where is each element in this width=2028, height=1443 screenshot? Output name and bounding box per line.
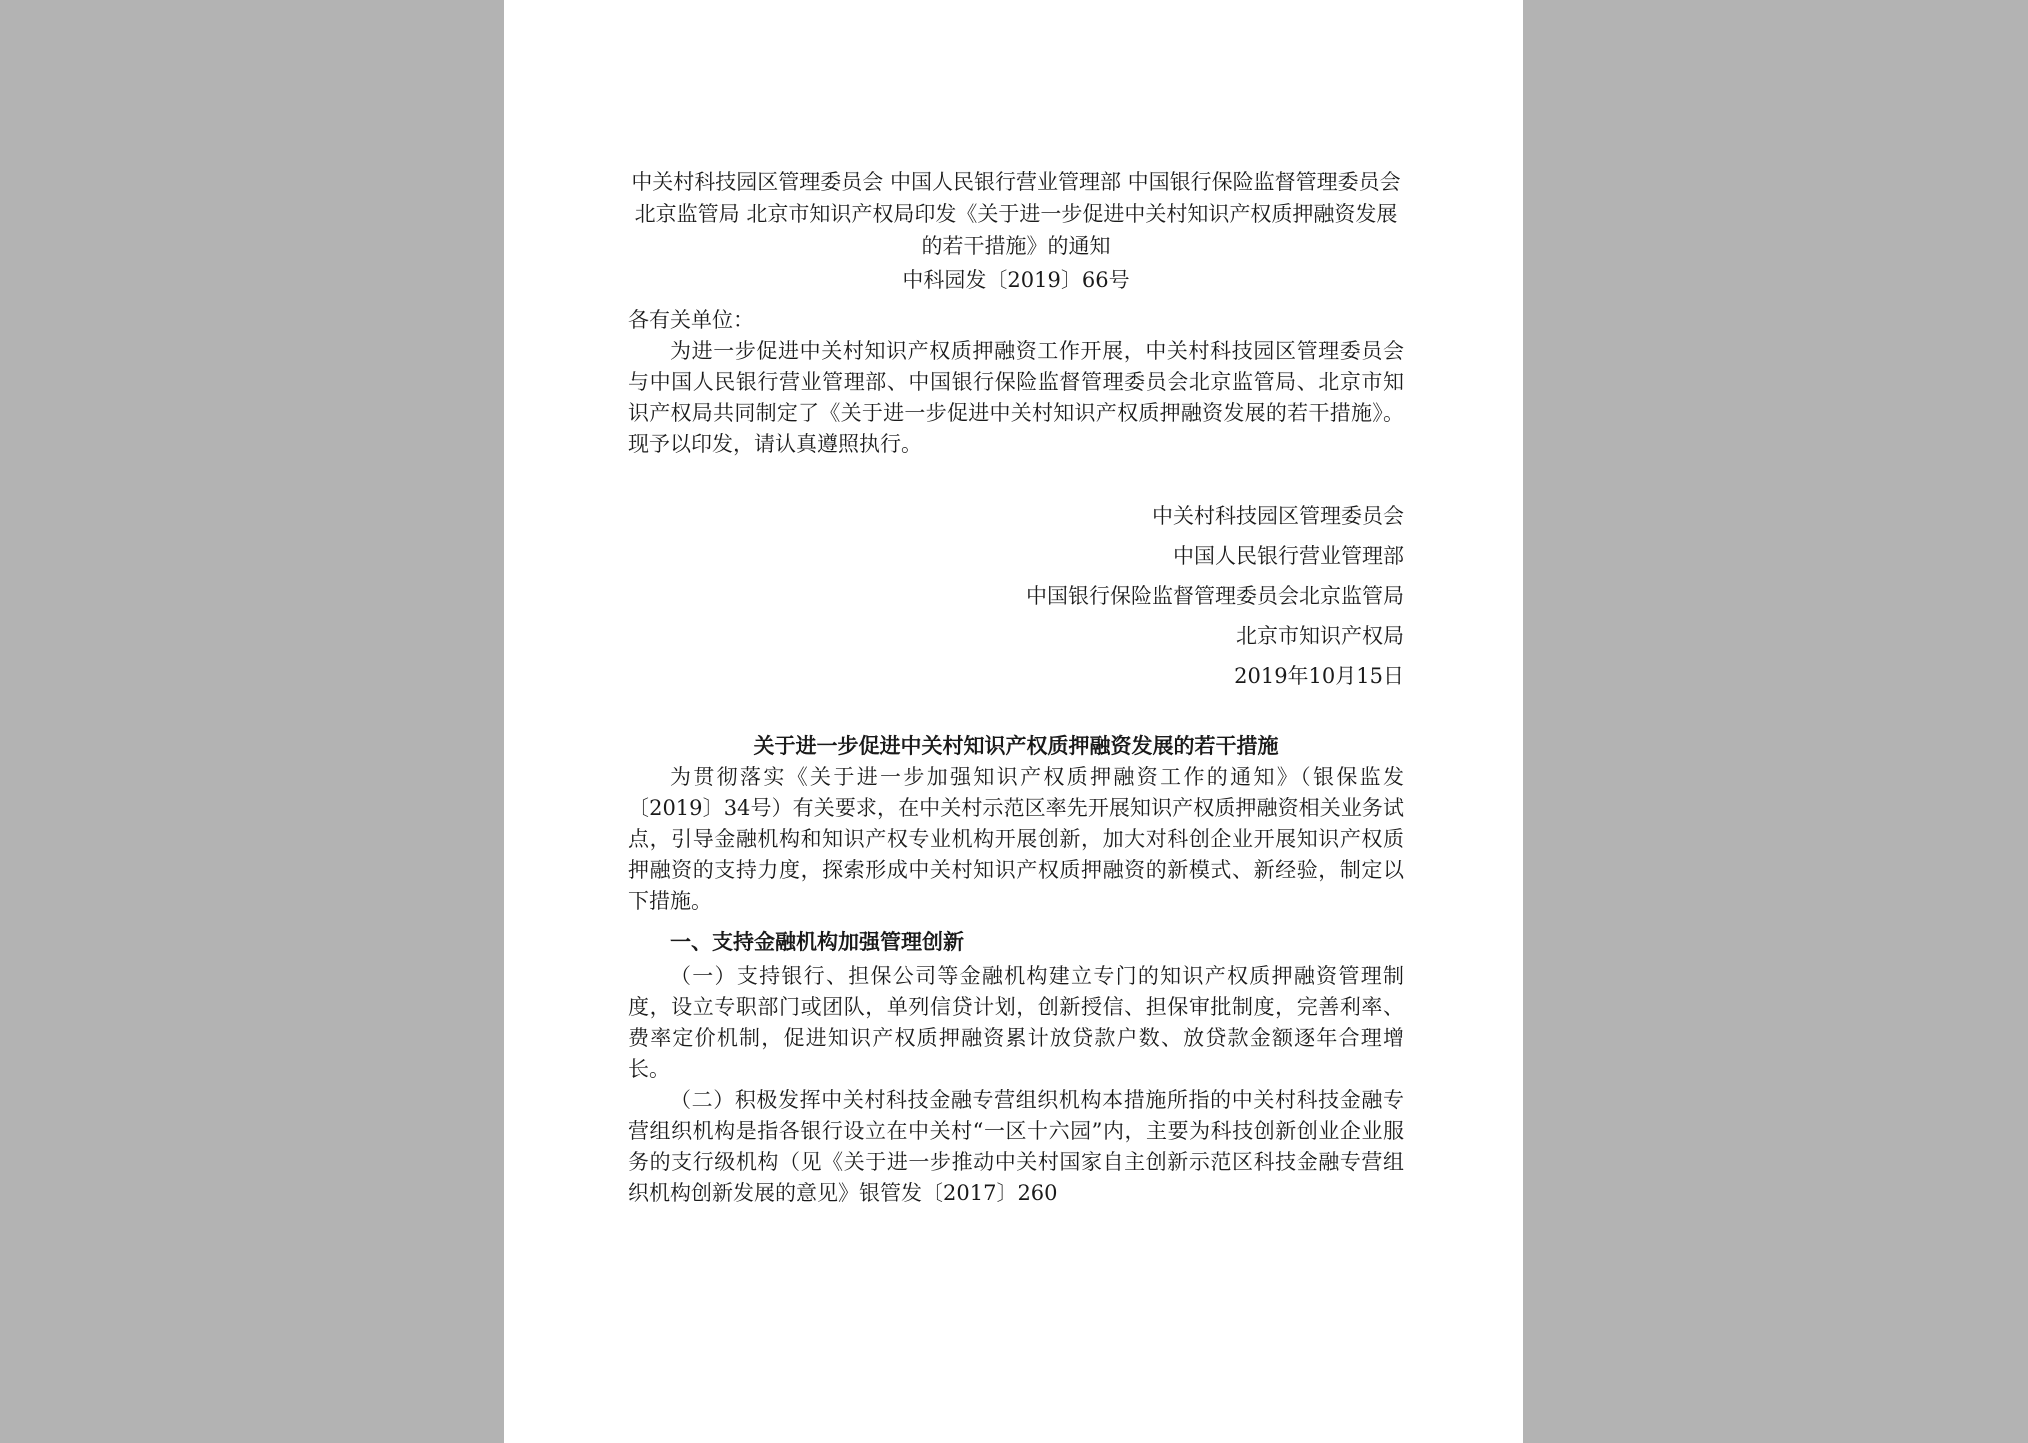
- signature-date: 2019年10月15日: [1234, 664, 1404, 688]
- measures-intro-paragraph: 为贯彻落实《关于进一步加强知识产权质押融资工作的通知》（银保监发〔2019〕34号）有关要求，在中关村示范区率先开展知识产权质押融资相关业务试点，引导金融机构和知识产权专业机构开展创新，加大对科创企业开展知识产权质押融资的支持力度，探索形成中关村知识产权质押融资的新模式、新经验，制定以下措施。: [628, 765, 1404, 913]
- salutation: 各有关单位：: [628, 308, 754, 332]
- signature-block: [628, 496, 1404, 696]
- document-number: 中科园发〔2019〕66号: [902, 268, 1130, 292]
- signatory-pboc-office: 中国人民银行营业管理部: [1173, 544, 1404, 568]
- signatory-cbirc-beijing: 中国银行保险监督管理委员会北京监管局: [1026, 584, 1404, 608]
- measure-item-2: （二）积极发挥中关村科技金融专营组织机构本措施所指的中关村科技金融专营组织机构是指各银行设立在中关村“一区十六园”内，主要为科技创新创业企业服务的支行级机构（见《关于进一步推动中关村国家自主创新示范区科技金融专营组织机构创新发展的意见》银管发〔2017〕260: [628, 1088, 1404, 1205]
- measures-title: 关于进一步促进中关村知识产权质押融资发展的若干措施: [753, 733, 1279, 758]
- notice-title: 中关村科技园区管理委员会 中国人民银行营业管理部 中国银行保险监督管理委员会北京监管局 北京市知识产权局印发《关于进一步促进中关村知识产权质押融资发展的若干措施》的通知: [631, 170, 1401, 258]
- section-heading: 一、支持金融机构加强管理创新: [670, 929, 964, 954]
- page-content: [628, 166, 1404, 1209]
- signatory-ip-office: 北京市知识产权局: [1236, 624, 1404, 648]
- measure-item-1: （一）支持银行、担保公司等金融机构建立专门的知识产权质押融资管理制度，设立专职部门或团队，单列信贷计划，创新授信、担保审批制度，完善利率、费率定价机制，促进知识产权质押融资累计放贷款户数、放贷款金额逐年合理增长。: [628, 964, 1404, 1081]
- signatory-zgc-committee: 中关村科技园区管理委员会: [1152, 504, 1404, 528]
- notice-body-paragraph: 为进一步促进中关村知识产权质押融资工作开展，中关村科技园区管理委员会与中国人民银行营业管理部、中国银行保险监督管理委员会北京监管局、北京市知识产权局共同制定了《关于进一步促进中关村知识产权质押融资发展的若干措施》。现予以印发，请认真遵照执行。: [628, 339, 1404, 456]
- document-page: [504, 0, 1523, 1443]
